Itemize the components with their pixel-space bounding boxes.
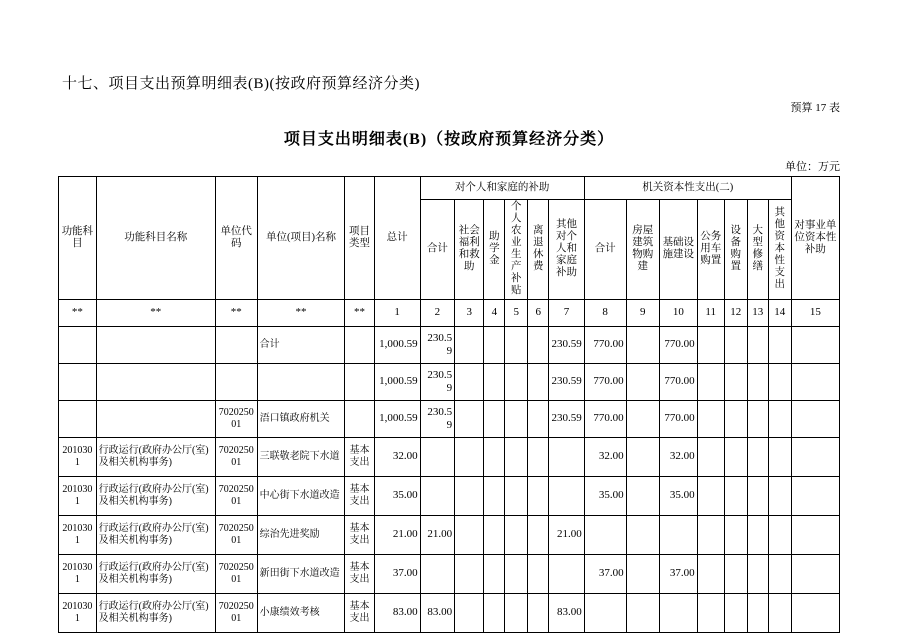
cell-func-code: 2010301 bbox=[59, 437, 97, 476]
cell-personal-subtotal bbox=[420, 554, 454, 593]
cell-capital-infra: 770.00 bbox=[660, 363, 698, 400]
cell-unit-code: 702025001 bbox=[215, 593, 257, 632]
colnum-3: ** bbox=[257, 299, 345, 326]
cell-func-code bbox=[59, 400, 97, 437]
cell-capital-vehicle bbox=[697, 363, 724, 400]
cell-personal-agri bbox=[505, 400, 528, 437]
cell-personal-retire bbox=[528, 476, 549, 515]
cell-capital-equip bbox=[724, 476, 747, 515]
cell-personal-scholarship bbox=[484, 515, 505, 554]
col-capital-building: 房屋建筑物购建 bbox=[626, 200, 659, 300]
cell-personal-other: 230.59 bbox=[549, 326, 585, 363]
cell-capital-building bbox=[626, 400, 659, 437]
cell-capital-infra: 37.00 bbox=[660, 554, 698, 593]
cell-personal-retire bbox=[528, 593, 549, 632]
cell-capital-repair bbox=[747, 476, 768, 515]
cell-capital-subtotal: 770.00 bbox=[584, 326, 626, 363]
cell-capital-repair bbox=[747, 363, 768, 400]
cell-public-capital bbox=[791, 363, 839, 400]
cell-capital-equip bbox=[724, 515, 747, 554]
col-functional-code: 功能科目 bbox=[59, 177, 97, 300]
cell-capital-building bbox=[626, 437, 659, 476]
cell-func-code bbox=[59, 363, 97, 400]
unit-note: 单位：万元 bbox=[785, 161, 840, 173]
cell-personal-agri bbox=[505, 437, 528, 476]
cell-capital-building bbox=[626, 554, 659, 593]
section-heading: 十七、项目支出预算明细表(B)(按政府预算经济分类) bbox=[62, 76, 420, 92]
col-personal-subtotal: 合计 bbox=[420, 200, 454, 300]
cell-capital-vehicle bbox=[697, 476, 724, 515]
colnum-7: 3 bbox=[455, 299, 484, 326]
cell-unit-name: 浯口镇政府机关 bbox=[257, 400, 345, 437]
group-capital-expenditure: 机关资本性支出(二) bbox=[584, 177, 791, 200]
cell-capital-infra: 32.00 bbox=[660, 437, 698, 476]
cell-capital-infra: 35.00 bbox=[660, 476, 698, 515]
cell-proj-type bbox=[345, 400, 374, 437]
cell-unit-code bbox=[215, 363, 257, 400]
cell-proj-type bbox=[345, 326, 374, 363]
col-total: 总计 bbox=[374, 177, 420, 300]
cell-capital-vehicle bbox=[697, 326, 724, 363]
colnum-2: ** bbox=[215, 299, 257, 326]
column-number-row bbox=[59, 299, 840, 326]
cell-func-name: 行政运行(政府办公厅(室)及相关机构事务) bbox=[96, 554, 215, 593]
cell-unit-name: 小康绩效考核 bbox=[257, 593, 345, 632]
cell-capital-other bbox=[768, 326, 791, 363]
cell-func-name bbox=[96, 400, 215, 437]
colnum-8: 4 bbox=[484, 299, 505, 326]
cell-personal-subtotal bbox=[420, 476, 454, 515]
cell-capital-repair bbox=[747, 326, 768, 363]
cell-personal-other bbox=[549, 554, 585, 593]
col-capital-subtotal: 合计 bbox=[584, 200, 626, 300]
cell-personal-welfare bbox=[455, 363, 484, 400]
cell-total: 1,000.59 bbox=[374, 326, 420, 363]
cell-personal-retire bbox=[528, 437, 549, 476]
cell-capital-other bbox=[768, 554, 791, 593]
cell-personal-other: 230.59 bbox=[549, 400, 585, 437]
table-row bbox=[59, 554, 840, 593]
cell-capital-subtotal: 32.00 bbox=[584, 437, 626, 476]
cell-proj-type: 基本支出 bbox=[345, 437, 374, 476]
cell-personal-subtotal: 230.59 bbox=[420, 326, 454, 363]
colnum-4: ** bbox=[345, 299, 374, 326]
cell-func-code: 2010301 bbox=[59, 593, 97, 632]
cell-capital-vehicle bbox=[697, 400, 724, 437]
cell-func-name: 行政运行(政府办公厅(室)及相关机构事务) bbox=[96, 593, 215, 632]
colnum-6: 2 bbox=[420, 299, 454, 326]
col-functional-name: 功能科目名称 bbox=[96, 177, 215, 300]
cell-capital-repair bbox=[747, 437, 768, 476]
colnum-14: 10 bbox=[660, 299, 698, 326]
cell-capital-other bbox=[768, 515, 791, 554]
cell-personal-welfare bbox=[455, 437, 484, 476]
cell-unit-code: 702025001 bbox=[215, 437, 257, 476]
cell-func-name: 行政运行(政府办公厅(室)及相关机构事务) bbox=[96, 476, 215, 515]
cell-func-code bbox=[59, 326, 97, 363]
cell-personal-scholarship bbox=[484, 437, 505, 476]
cell-func-name: 行政运行(政府办公厅(室)及相关机构事务) bbox=[96, 515, 215, 554]
cell-capital-building bbox=[626, 593, 659, 632]
cell-proj-type: 基本支出 bbox=[345, 476, 374, 515]
budget-detail-table bbox=[58, 176, 840, 633]
cell-personal-subtotal: 83.00 bbox=[420, 593, 454, 632]
cell-total: 21.00 bbox=[374, 515, 420, 554]
cell-personal-scholarship bbox=[484, 400, 505, 437]
col-capital-major-repair: 大型修缮 bbox=[747, 200, 768, 300]
cell-personal-welfare bbox=[455, 554, 484, 593]
colnum-19: 15 bbox=[791, 299, 839, 326]
cell-total: 83.00 bbox=[374, 593, 420, 632]
cell-capital-building bbox=[626, 363, 659, 400]
cell-personal-retire bbox=[528, 515, 549, 554]
cell-capital-other bbox=[768, 476, 791, 515]
cell-capital-subtotal: 37.00 bbox=[584, 554, 626, 593]
cell-capital-equip bbox=[724, 437, 747, 476]
cell-proj-type: 基本支出 bbox=[345, 593, 374, 632]
colnum-13: 9 bbox=[626, 299, 659, 326]
col-unit-code: 单位代码 bbox=[215, 177, 257, 300]
cell-personal-welfare bbox=[455, 476, 484, 515]
cell-unit-name: 合计 bbox=[257, 326, 345, 363]
colnum-11: 7 bbox=[549, 299, 585, 326]
table-row bbox=[59, 437, 840, 476]
cell-personal-welfare bbox=[455, 400, 484, 437]
cell-capital-repair bbox=[747, 593, 768, 632]
cell-func-code: 2010301 bbox=[59, 515, 97, 554]
cell-capital-subtotal bbox=[584, 593, 626, 632]
cell-capital-vehicle bbox=[697, 554, 724, 593]
cell-personal-other: 230.59 bbox=[549, 363, 585, 400]
cell-unit-code: 702025001 bbox=[215, 515, 257, 554]
col-unit-name: 单位(项目)名称 bbox=[257, 177, 345, 300]
cell-unit-name: 中心街下水道改造 bbox=[257, 476, 345, 515]
col-capital-equipment: 设备购置 bbox=[724, 200, 747, 300]
cell-capital-other bbox=[768, 593, 791, 632]
cell-unit-name bbox=[257, 363, 345, 400]
col-capital-vehicle: 公务用车购置 bbox=[697, 200, 724, 300]
colnum-17: 13 bbox=[747, 299, 768, 326]
cell-capital-vehicle bbox=[697, 437, 724, 476]
col-personal-other: 其他对个人和家庭补助 bbox=[549, 200, 585, 300]
cell-personal-agri bbox=[505, 476, 528, 515]
form-code-label: 预算 17 表 bbox=[790, 102, 840, 114]
cell-func-name bbox=[96, 326, 215, 363]
cell-personal-retire bbox=[528, 554, 549, 593]
cell-proj-type: 基本支出 bbox=[345, 554, 374, 593]
cell-personal-welfare bbox=[455, 593, 484, 632]
colnum-10: 6 bbox=[528, 299, 549, 326]
cell-personal-other: 21.00 bbox=[549, 515, 585, 554]
cell-personal-agri bbox=[505, 326, 528, 363]
cell-proj-type bbox=[345, 363, 374, 400]
colnum-15: 11 bbox=[697, 299, 724, 326]
colnum-1: ** bbox=[96, 299, 215, 326]
cell-public-capital bbox=[791, 400, 839, 437]
cell-func-name bbox=[96, 363, 215, 400]
cell-total: 32.00 bbox=[374, 437, 420, 476]
cell-total: 1,000.59 bbox=[374, 363, 420, 400]
cell-capital-infra bbox=[660, 515, 698, 554]
cell-capital-equip bbox=[724, 363, 747, 400]
cell-unit-name: 新田街下水道改造 bbox=[257, 554, 345, 593]
group-personal-subsidy: 对个人和家庭的补助 bbox=[420, 177, 584, 200]
col-capital-other: 其他资本性支出 bbox=[768, 200, 791, 300]
cell-personal-scholarship bbox=[484, 593, 505, 632]
cell-capital-equip bbox=[724, 400, 747, 437]
cell-public-capital bbox=[791, 437, 839, 476]
cell-personal-other: 83.00 bbox=[549, 593, 585, 632]
cell-public-capital bbox=[791, 593, 839, 632]
cell-personal-scholarship bbox=[484, 326, 505, 363]
cell-personal-welfare bbox=[455, 515, 484, 554]
col-personal-welfare: 社会福利和救助 bbox=[455, 200, 484, 300]
cell-personal-subtotal: 230.59 bbox=[420, 363, 454, 400]
cell-personal-scholarship bbox=[484, 554, 505, 593]
page-title: 项目支出明细表(B)（按政府预算经济分类） bbox=[283, 131, 615, 148]
cell-personal-subtotal bbox=[420, 437, 454, 476]
cell-personal-scholarship bbox=[484, 476, 505, 515]
cell-capital-vehicle bbox=[697, 593, 724, 632]
cell-capital-subtotal: 770.00 bbox=[584, 400, 626, 437]
cell-public-capital bbox=[791, 326, 839, 363]
table-row bbox=[59, 400, 840, 437]
cell-personal-welfare bbox=[455, 326, 484, 363]
col-project-type: 项目类型 bbox=[345, 177, 374, 300]
col-capital-infrastructure: 基础设施建设 bbox=[660, 200, 698, 300]
cell-capital-repair bbox=[747, 515, 768, 554]
table-row bbox=[59, 363, 840, 400]
col-personal-agriculture-subsidy: 个人农业生产补贴 bbox=[505, 200, 528, 300]
cell-capital-vehicle bbox=[697, 515, 724, 554]
cell-capital-infra: 770.00 bbox=[660, 400, 698, 437]
cell-personal-subtotal: 21.00 bbox=[420, 515, 454, 554]
cell-func-name: 行政运行(政府办公厅(室)及相关机构事务) bbox=[96, 437, 215, 476]
colnum-18: 14 bbox=[768, 299, 791, 326]
cell-total: 35.00 bbox=[374, 476, 420, 515]
cell-total: 1,000.59 bbox=[374, 400, 420, 437]
col-personal-scholarship: 助学金 bbox=[484, 200, 505, 300]
cell-capital-other bbox=[768, 400, 791, 437]
group-public-capital-subsidy: 对事业单位资本性补助 bbox=[791, 177, 839, 300]
cell-capital-equip bbox=[724, 554, 747, 593]
cell-personal-scholarship bbox=[484, 363, 505, 400]
header-row-top bbox=[59, 177, 840, 200]
cell-unit-code: 702025001 bbox=[215, 476, 257, 515]
cell-capital-subtotal: 35.00 bbox=[584, 476, 626, 515]
cell-capital-building bbox=[626, 515, 659, 554]
cell-capital-subtotal: 770.00 bbox=[584, 363, 626, 400]
cell-unit-code bbox=[215, 326, 257, 363]
cell-personal-subtotal: 230.59 bbox=[420, 400, 454, 437]
cell-public-capital bbox=[791, 476, 839, 515]
cell-personal-agri bbox=[505, 363, 528, 400]
cell-capital-building bbox=[626, 326, 659, 363]
cell-personal-agri bbox=[505, 515, 528, 554]
cell-func-code: 2010301 bbox=[59, 554, 97, 593]
colnum-0: ** bbox=[59, 299, 97, 326]
cell-personal-retire bbox=[528, 326, 549, 363]
table-row bbox=[59, 326, 840, 363]
colnum-12: 8 bbox=[584, 299, 626, 326]
cell-capital-equip bbox=[724, 326, 747, 363]
col-personal-retirement: 离退休费 bbox=[528, 200, 549, 300]
cell-public-capital bbox=[791, 515, 839, 554]
cell-total: 37.00 bbox=[374, 554, 420, 593]
cell-capital-subtotal bbox=[584, 515, 626, 554]
cell-capital-other bbox=[768, 363, 791, 400]
table-row bbox=[59, 515, 840, 554]
cell-unit-name: 综治先进奖励 bbox=[257, 515, 345, 554]
cell-func-code: 2010301 bbox=[59, 476, 97, 515]
cell-personal-agri bbox=[505, 554, 528, 593]
cell-unit-code: 702025001 bbox=[215, 554, 257, 593]
colnum-9: 5 bbox=[505, 299, 528, 326]
cell-capital-building bbox=[626, 476, 659, 515]
cell-unit-name: 三联敬老院下水道 bbox=[257, 437, 345, 476]
colnum-16: 12 bbox=[724, 299, 747, 326]
cell-unit-code: 702025001 bbox=[215, 400, 257, 437]
table-row bbox=[59, 476, 840, 515]
cell-personal-retire bbox=[528, 400, 549, 437]
cell-personal-other bbox=[549, 437, 585, 476]
cell-capital-equip bbox=[724, 593, 747, 632]
cell-proj-type: 基本支出 bbox=[345, 515, 374, 554]
cell-personal-other bbox=[549, 476, 585, 515]
cell-capital-infra: 770.00 bbox=[660, 326, 698, 363]
cell-capital-infra bbox=[660, 593, 698, 632]
cell-capital-other bbox=[768, 437, 791, 476]
cell-personal-agri bbox=[505, 593, 528, 632]
colnum-5: 1 bbox=[374, 299, 420, 326]
cell-personal-retire bbox=[528, 363, 549, 400]
cell-capital-repair bbox=[747, 400, 768, 437]
cell-capital-repair bbox=[747, 554, 768, 593]
cell-public-capital bbox=[791, 554, 839, 593]
table-row bbox=[59, 593, 840, 632]
